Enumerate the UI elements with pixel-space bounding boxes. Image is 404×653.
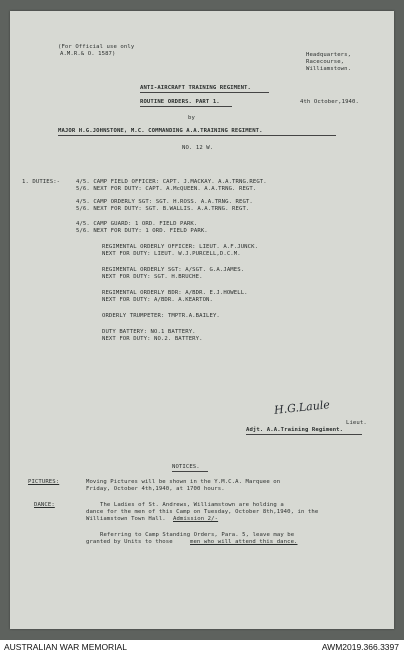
hq-line-3: Williamstown. [306, 66, 352, 72]
camp-orders-line-2: granted by Units to those [86, 539, 173, 545]
order-number: NO. 12 W. [182, 145, 214, 151]
dance-line-2: dance for the men of this Camp on Tuesday, October 8th,1940, in the [86, 509, 319, 515]
orders-title-underline [140, 106, 232, 107]
signature-rank: Lieut. [346, 420, 367, 426]
duty-line: REGIMENTAL ORDERLY SGT: A/SGT. G.A.JAMES. [102, 267, 245, 273]
document-page [10, 11, 394, 629]
hq-line-2: Racecourse, [306, 59, 345, 65]
duty-line: 5/6. NEXT FOR DUTY: CAPT. A.McQUEEN. A.A.TRNG. REGT. [76, 186, 257, 192]
duty-line: ORDERLY TRUMPETER: TMPTR.A.BAILEY. [102, 313, 220, 319]
regiment-title-underline [140, 92, 269, 93]
commanding-officer: MAJOR H.G.JOHNSTONE, M.C. COMMANDING A.A.TRAINING REGIMENT. [58, 128, 263, 134]
regiment-title: ANTI-AIRCRAFT TRAINING REGIMENT. [140, 85, 251, 91]
dance-label: DANCE: [34, 502, 55, 508]
hq-line-1: Headquarters, [306, 52, 352, 58]
pictures-line-2: Friday, October 4th,1940, at 1700 hours. [86, 486, 225, 492]
notices-heading: NOTICES. [172, 464, 200, 470]
duty-line: 5/6. NEXT FOR DUTY: SGT. B.WALLIS. A.A.TRNG. REGT. [76, 206, 250, 212]
orders-date: 4th October,1940. [300, 99, 359, 105]
duty-line: 4/5. CAMP GUARD: 1 ORD. FIELD PARK. [76, 221, 198, 227]
duty-line: NEXT FOR DUTY: LIEUT. W.J.PURCELL,D.C.M. [102, 251, 241, 257]
duty-line: NEXT FOR DUTY: NO.2. BATTERY. [102, 336, 203, 342]
commanding-officer-underline [58, 135, 336, 136]
duty-line: NEXT FOR DUTY: A/BDR. A.KEARTON. [102, 297, 213, 303]
signature-role: Adjt. A.A.Training Regiment. [246, 427, 344, 433]
dance-line-3: Williamstown Town Hall. [86, 516, 166, 522]
official-use-ref: A.M.R.& O. 1587) [60, 51, 116, 57]
duty-line: NEXT FOR DUTY: SGT. H.BRUCHE. [102, 274, 203, 280]
pictures-label: PICTURES: [28, 479, 60, 485]
duty-line: REGIMENTAL ORDERLY OFFICER: LIEUT. A.F.JUNCK. [102, 244, 259, 250]
camp-orders-line-1: Referring to Camp Standing Orders, Para. 5, leave may be [100, 532, 295, 538]
camp-orders-attend-note: men who will attend this dance. [190, 539, 298, 545]
dance-line-1: The Ladies of St. Andrews, Williamstown are holding a [100, 502, 284, 508]
pictures-line-1: Moving Pictures will be shown in the Y.M.C.A. Marquee on [86, 479, 281, 485]
handwritten-signature: H.G.Laule [273, 398, 331, 417]
duty-line: 4/5. CAMP FIELD OFFICER: CAPT. J.MACKAY. A.A.TRNG.REGT. [76, 179, 267, 185]
dance-admission: Admission 2/- [173, 516, 219, 522]
duty-line: REGIMENTAL ORDERLY BDR: A/BDR. E.J.HOWELL. [102, 290, 248, 296]
duty-line: DUTY BATTERY: NO.1 BATTERY. [102, 329, 196, 335]
duties-heading: 1. DUTIES:- [22, 179, 61, 185]
orders-title: ROUTINE ORDERS. PART 1. [140, 99, 220, 105]
by-line: by [188, 115, 195, 121]
signature-role-underline [246, 434, 362, 435]
duty-line: 5/6. NEXT FOR DUTY: 1 ORD. FIELD PARK. [76, 228, 208, 234]
official-use-note: (For Official use only [58, 44, 135, 50]
duty-line: 4/5. CAMP ORDERLY SGT: SGT. H.ROSS. A.A.TRNG. REGT. [76, 199, 253, 205]
notices-heading-underline [172, 471, 208, 472]
archive-footer [0, 640, 404, 653]
footer-accession-number: AWM2019.366.3397 [321, 642, 399, 652]
footer-institution: AUSTRALIAN WAR MEMORIAL [4, 642, 127, 652]
